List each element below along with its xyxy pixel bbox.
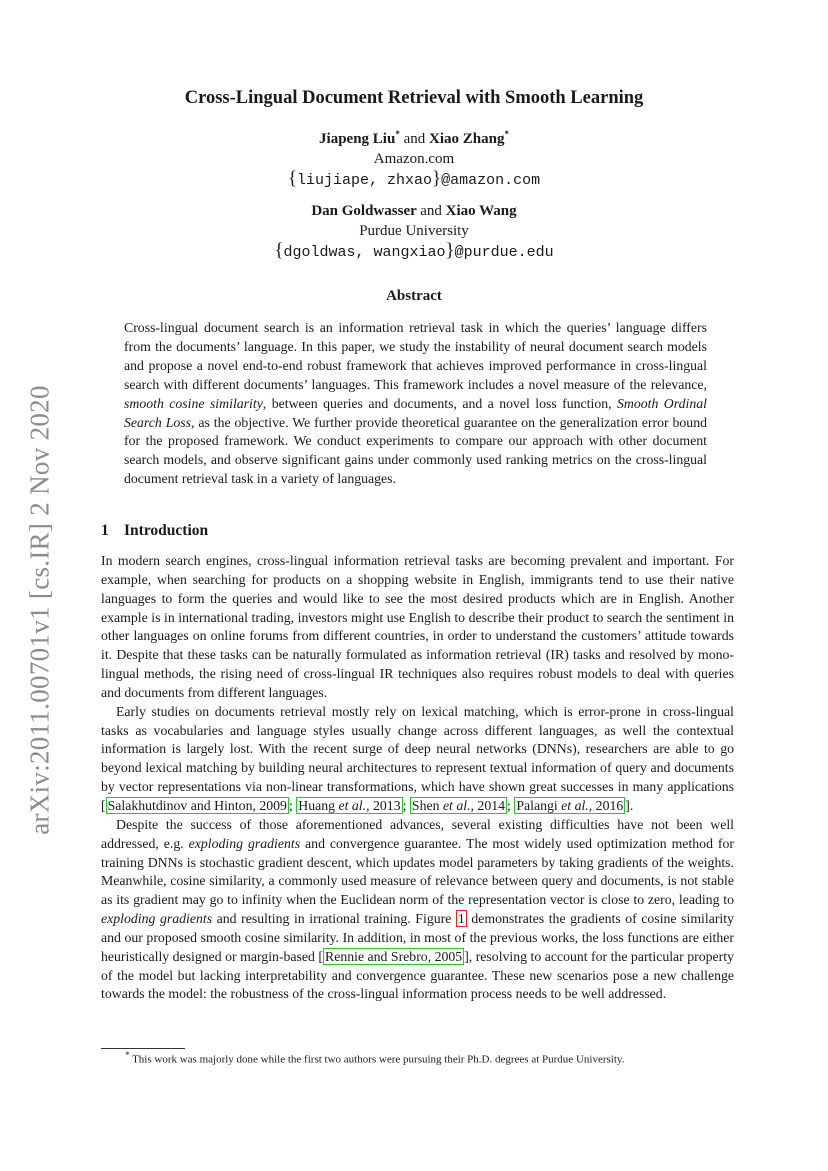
author-conjunction: and: [403, 131, 426, 147]
arxiv-identifier-text: arXiv:2011.00701v1 [cs.IR] 2 Nov 2020: [24, 385, 55, 835]
paper-title: Cross-Lingual Document Retrieval with Smooth Learning: [184, 88, 644, 108]
section-body: [101, 552, 734, 1004]
email-domain: @purdue.edu: [454, 244, 554, 261]
citation-link[interactable]: Palangi et al., 2016: [516, 797, 624, 813]
section-heading: [101, 522, 208, 540]
author-mark: *: [395, 129, 400, 139]
arxiv-identifier-stamp: [12, 375, 68, 845]
email-line: {liujiape, zhxao}@amazon.com: [287, 168, 541, 189]
paragraph: Despite the success of those aforementioned advances, several existing difficulties have not been well addressed, e.g. exploding gradients and convergence guarantee. The most widely used optimization method for training DNNs is stochastic gradient descent, which updates model parameters by taking gradients of the weights. Meanwhile, cosine similarity, a commonly used measure of relevance between query and documents, is not stable as its gradient may go to infinity when the Euclidean norm of the representation vector is close to zero, leading to exploding gradients and resulting in irrational training. Figure 1 demonstrates the gradients of cosine similarity and our proposed smooth cosine similarity. In addition, in most of the previous works, the loss functions are either heuristically designed or margin-based [ Rennie and Srebro, 2005 ], resolving to account for the particular property of the model but lacking interpretability and convergence guarantee. These new scenarios pose a new challenge towards the model: the robustness of the cross-lingual information process needs to be well addressed.: [101, 816, 734, 1002]
paragraph: Early studies on documents retrieval mostly rely on lexical matching, which is error-prone in cross-lingual tasks as vocabularies and language styles usually change across different languages, as well the contextual information is largely lost. With the recent surge of deep neural networks (DNNs), researchers are able to go beyond lexical matching by building neural architectures to represent textual information of query and documents by vector representations via non-linear transformations, which have shown great successes in many applications [ Salakhutdinov and Hinton, 2009 ; Huang et al., 2013 ; Shen et al., 2014 ; Palangi et al., 2016 ].: [101, 703, 734, 813]
abstract-heading: Abstract: [386, 288, 442, 304]
abstract-text-segment: , as the objective. We further provide theoretical guarantee on the generalization error bound for the proposed framework. We conduct experiments to compare our approach with other document search models, and observe significant gains under commonly used ranking metrics on the cross-lingual document retrieval task in a variety of languages.: [124, 414, 707, 487]
footnote-text: This work was majorly done while the first two authors were pursuing their Ph.D. degrees at Purdue University.: [132, 1053, 625, 1066]
author-block-amazon: [0, 124, 828, 191]
email-users: dgoldwas, wangxiao: [283, 244, 446, 261]
paragraph-text: Early studies on documents retrieval mostly rely on lexical matching, which is error-prone in cross-lingual tasks as vocabularies and language styles usually change across different languages, as well the contextual information is largely lost. With the recent surge of deep neural networks (DNNs), researchers are able to go beyond lexical matching by building neural architectures to represent textual information of query and documents by vector representations via non-linear transformations, which have shown great successes in many applications [: [101, 703, 734, 813]
section-title: Introduction: [124, 522, 209, 539]
author-conjunction: and: [420, 203, 442, 219]
footnote-mark: *: [125, 1050, 130, 1060]
citation-link[interactable]: Salakhutdinov and Hinton, 2009: [107, 797, 287, 813]
abstract-emphasis: Smooth Ordinal Search Loss: [124, 395, 707, 430]
citation-link[interactable]: Shen et al., 2014: [411, 797, 506, 813]
email-line: {dgoldwas, wangxiao}@purdue.edu: [274, 240, 554, 261]
citation-link[interactable]: Rennie and Srebro, 2005: [325, 948, 463, 964]
email-users: liujiape, zhxao: [296, 172, 432, 189]
email-domain: @amazon.com: [441, 172, 541, 189]
section-number: 1: [101, 522, 109, 539]
author-name: Dan Goldwasser: [311, 203, 417, 219]
footnote-rule: [101, 1048, 185, 1049]
author-name: Xiao Wang: [445, 203, 517, 219]
footnote: [101, 1050, 734, 1066]
paragraph: In modern search engines, cross-lingual information retrieval tasks are becoming prevalent and important. For example, when searching for products on a shopping website in English, immigrants tend to use their native languages to form the queries and would like to see the most desired products which are in English. Another example is in international trading, investors might use English to describe their product to search the sentiment in other languages on online forums from different countries, in order to understand the customers’ attitude towards it. Despite that these tasks can be naturally formulated as information retrieval (IR) tasks and resolved by mono-lingual methods, the rising need of cross-lingual IR techniques also requires robust models to deal with queries and documents from different languages.: [101, 553, 734, 700]
abstract-text-segment: , between queries and documents, and a novel loss function,: [262, 395, 617, 411]
figure-reference-link[interactable]: 1: [457, 911, 465, 927]
author-mark: *: [504, 129, 509, 139]
abstract-text-segment: Cross-lingual document search is an information retrieval task in which the queries’ language differs from the documents’ language. In this paper, we study the instability of neural document search models and propose a novel end-to-end robust framework that achieves improved performance in cross-lingual search with different documents’ languages. This framework includes a novel measure of the relevance,: [124, 320, 707, 392]
institution: Amazon.com: [373, 151, 455, 167]
institution: Purdue University: [359, 223, 469, 239]
author-names: [0, 201, 828, 221]
author-name: Jiapeng Liu: [319, 131, 396, 147]
author-block-purdue: [0, 201, 828, 263]
abstract-emphasis: smooth cosine similarity: [124, 395, 263, 411]
author-names: [0, 124, 828, 149]
abstract-body: [124, 319, 707, 489]
citation-link[interactable]: Huang et al., 2013: [298, 797, 401, 813]
author-name: Xiao Zhang: [429, 131, 505, 147]
